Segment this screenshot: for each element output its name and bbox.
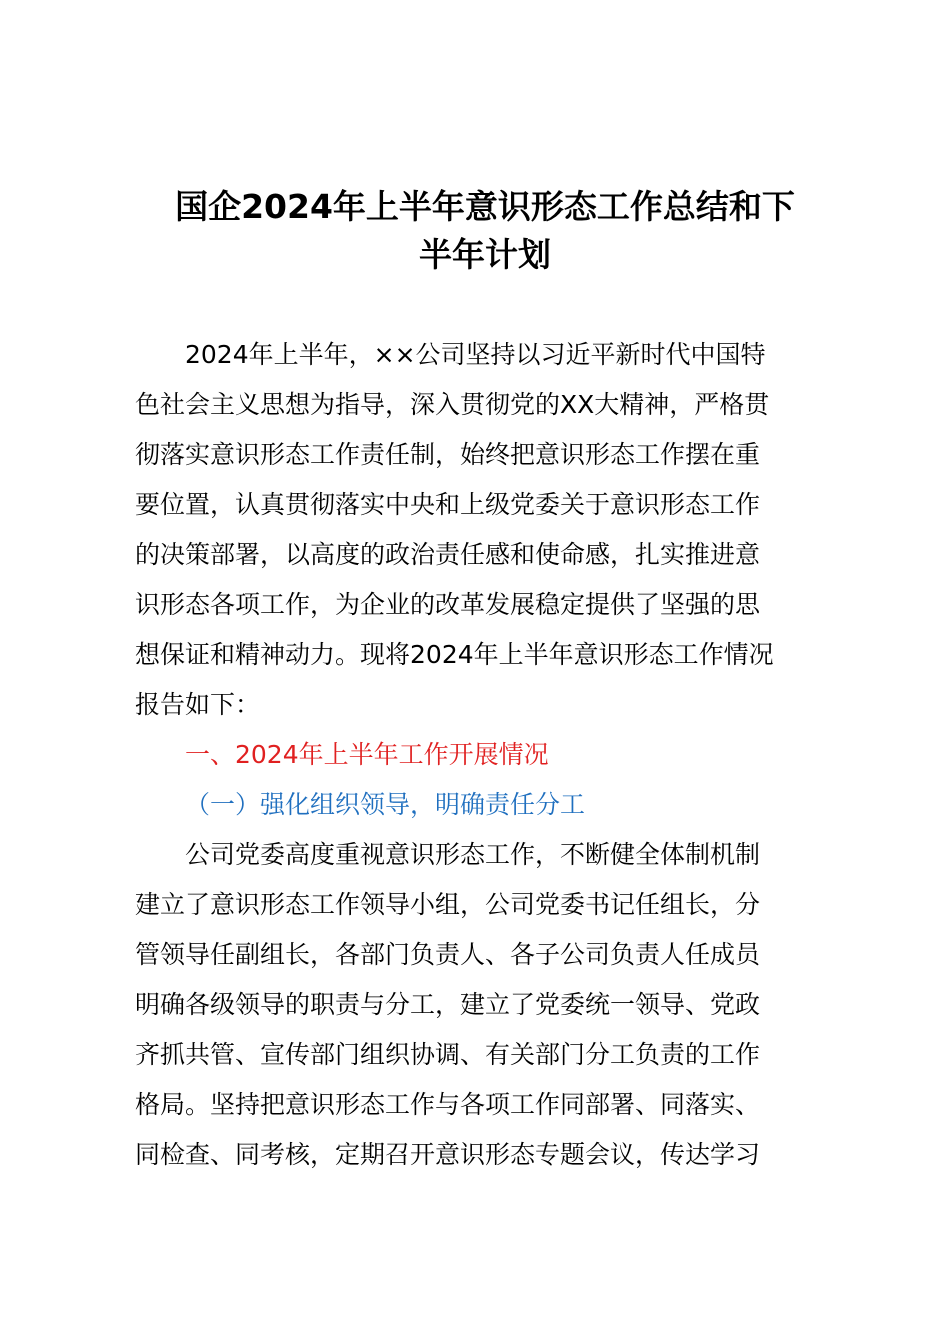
intro-line-8: 报告如下： bbox=[135, 690, 261, 719]
intro-line-4: 要位置，认真贯彻落实中央和上级党委关于意识形态工作 bbox=[135, 490, 761, 519]
intro-line-5: 的决策部署，以高度的政治责任感和使命感，扎实推进意 bbox=[135, 540, 761, 569]
body-line-6: 格局。坚持把意识形态工作与各项工作同部署、同落实、 bbox=[135, 1090, 761, 1119]
body-line-3: 管领导任副组长，各部门负责人、各子公司负责人任成员 bbox=[135, 940, 761, 969]
subsection-heading: （一）强化组织领导，明确责任分工 bbox=[185, 790, 586, 819]
body-line-2: 建立了意识形态工作领导小组，公司党委书记任组长，分 bbox=[135, 890, 761, 919]
body-line-5: 齐抓共管、宣传部门组织协调、有关部门分工负责的工作 bbox=[135, 1040, 761, 1069]
intro-line-6: 识形态各项工作，为企业的改革发展稳定提供了坚强的思 bbox=[135, 590, 761, 619]
intro-line-1: 2024年上半年，××公司坚持以习近平新时代中国特 bbox=[185, 340, 766, 369]
body-line-4: 明确各级领导的职责与分工，建立了党委统一领导、党政 bbox=[135, 990, 761, 1019]
intro-line-2: 色社会主义思想为指导，深入贯彻党的XX大精神，严格贯 bbox=[135, 390, 770, 419]
section-heading: 一、2024年上半年工作开展情况 bbox=[185, 740, 549, 769]
document-title-line-2: 半年计划 bbox=[419, 235, 551, 274]
intro-line-7: 想保证和精神动力。现将2024年上半年意识形态工作情况 bbox=[135, 640, 774, 669]
body-line-1: 公司党委高度重视意识形态工作，不断健全体制机制 bbox=[185, 840, 761, 869]
body-line-7: 同检查、同考核，定期召开意识形态专题会议，传达学习 bbox=[135, 1140, 761, 1169]
intro-line-3: 彻落实意识形态工作责任制，始终把意识形态工作摆在重 bbox=[135, 440, 761, 469]
document-title-line-1: 国企2024年上半年意识形态工作总结和下 bbox=[175, 187, 795, 226]
